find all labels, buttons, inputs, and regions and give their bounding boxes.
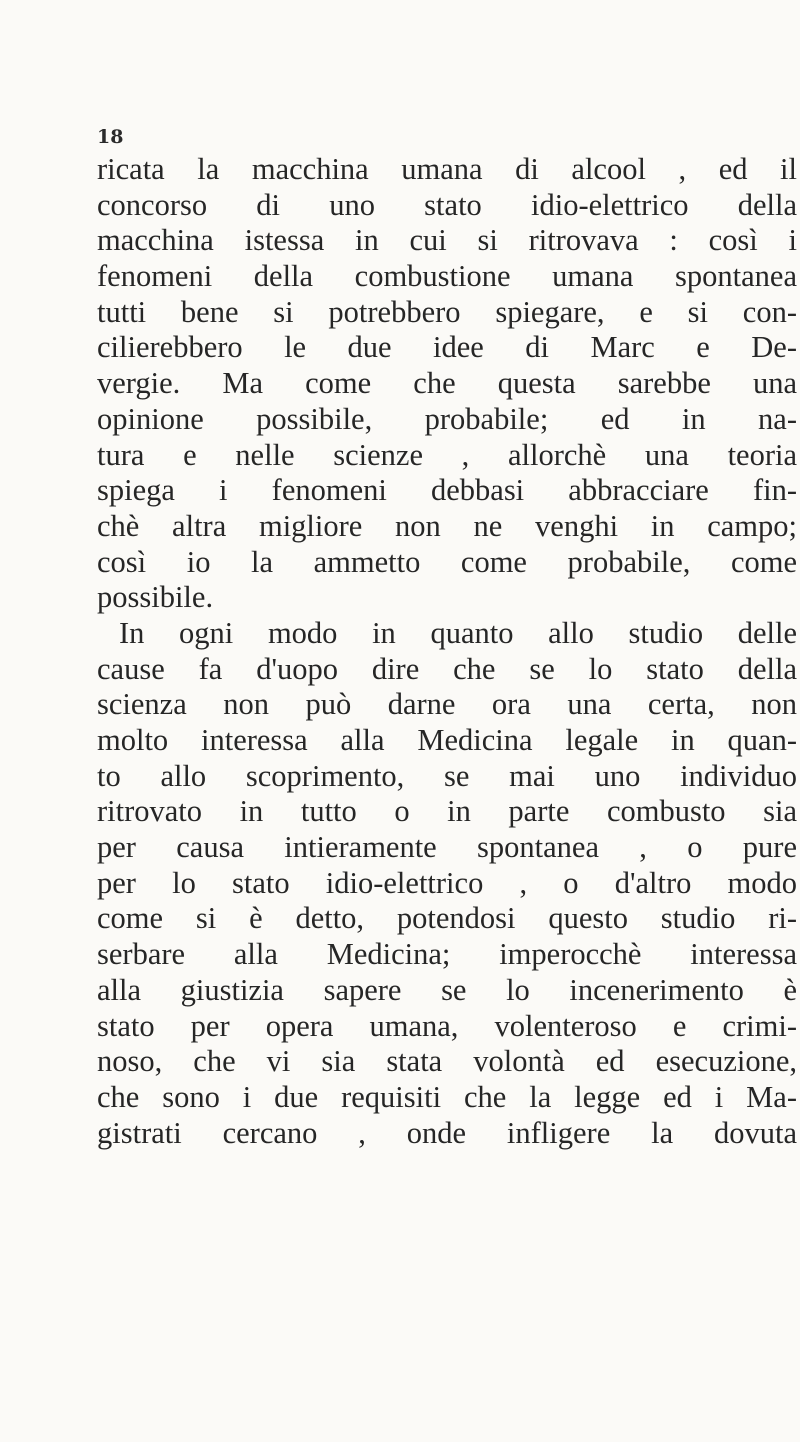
text-line: opinione possibile, probabile; ed in na- [97, 401, 797, 436]
text-line: chè altra migliore non ne venghi in campo; [97, 508, 797, 543]
text-line: fenomeni della combustione umana spontanea [97, 259, 797, 294]
text-line: ricata la macchina umana di alcool , ed il [97, 152, 797, 186]
text-line: tutti bene si potrebbero spiegare, e si con- [97, 294, 797, 329]
text-line: scienza non può darne ora una certa, non [97, 687, 797, 722]
text-line: vergie. Ma come che questa sarebbe una [97, 366, 797, 401]
text-line: gistrati cercano , onde infligere la dovuta [97, 1115, 797, 1150]
text-line: spiega i fenomeni debbasi abbracciare fin- [97, 473, 797, 508]
text-line: cilierebbero le due idee di Marc e De- [97, 330, 797, 365]
text-line: stato per opera umana, volenteroso e crimi- [97, 1008, 797, 1043]
text-line: così io la ammetto come probabile, come [97, 544, 797, 579]
text-line: to allo scoprimento, se mai uno individuo [97, 758, 797, 793]
text-line: In ogni modo in quanto allo studio delle [119, 615, 797, 650]
text-line: noso, che vi sia stata volontà ed esecuzione, [97, 1044, 797, 1079]
text-line: concorso di uno stato idio-elettrico della [97, 187, 797, 222]
page-number: 18 [97, 126, 124, 148]
text-line: per lo stato idio-elettrico , o d'altro modo [97, 865, 797, 900]
text-line: macchina istessa in cui si ritrovava : così i [97, 223, 797, 258]
text-line: come si è detto, potendosi questo studio ri- [97, 901, 797, 936]
text-line: ritrovato in tutto o in parte combusto sia [97, 794, 797, 829]
text-line: molto interessa alla Medicina legale in quan- [97, 723, 797, 757]
text-line: che sono i due requisiti che la legge ed i Ma- [97, 1079, 797, 1114]
text-line: tura e nelle scienze , allorchè una teoria [97, 437, 797, 472]
text-line: possibile. [97, 580, 214, 615]
text-line: serbare alla Medicina; imperocchè interessa [97, 937, 797, 972]
text-line: cause fa d'uopo dire che se lo stato della [97, 651, 797, 686]
body-text [97, 152, 797, 1151]
text-line: per causa intieramente spontanea , o pure [97, 830, 797, 865]
text-line: alla giustizia sapere se lo incenerimento è [97, 972, 797, 1007]
